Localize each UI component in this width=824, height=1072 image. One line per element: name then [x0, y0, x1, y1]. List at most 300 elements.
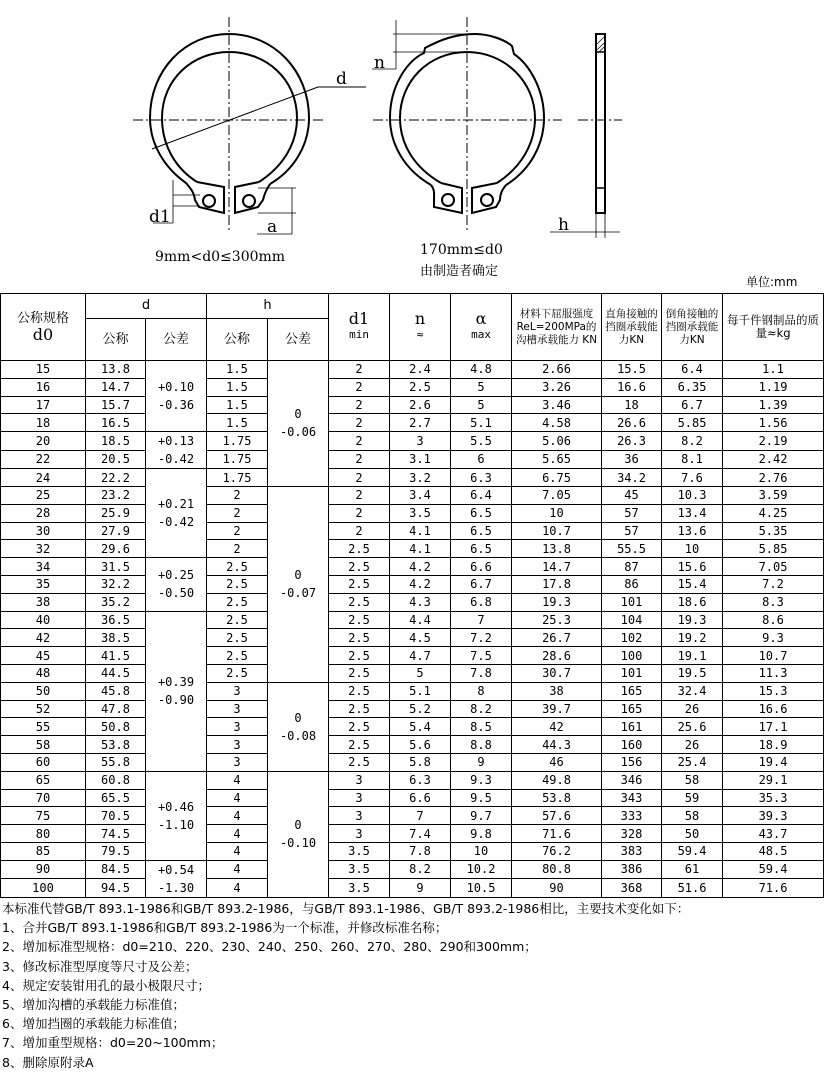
- cell-mass: 4.25: [723, 504, 824, 522]
- cell-groove-load: 57.6: [512, 807, 602, 825]
- cell-chamfer-load: 5.85: [662, 414, 723, 432]
- cell-h-nominal: 3: [207, 682, 268, 700]
- cell-chamfer-load: 59: [662, 789, 723, 807]
- table-row: [1, 504, 824, 522]
- cell-n: 2.5: [390, 378, 451, 396]
- cell-d0: 16: [1, 378, 86, 396]
- cell-d1: 3.5: [329, 842, 390, 860]
- cell-d0: 100: [1, 879, 86, 898]
- cell-a: 6.4: [451, 486, 512, 504]
- cell-d1: 2.5: [329, 718, 390, 736]
- cell-d1: 2.5: [329, 700, 390, 718]
- cell-a: 7: [451, 611, 512, 629]
- header-nominal-size: 公称规格 d0: [1, 294, 86, 361]
- note-2: 2、增加标准型规格：d0=210、220、230、240、250、260、270、280、290和300mm；: [2, 939, 537, 955]
- cell-d1: 2: [329, 522, 390, 540]
- cell-mass: 35.3: [723, 789, 824, 807]
- cell-mass: 2.76: [723, 469, 824, 487]
- cell-mass: 19.4: [723, 753, 824, 771]
- cell-d1: 2: [329, 432, 390, 451]
- cell-d-tolerance: [146, 361, 207, 432]
- d-tol-lower: -1.30: [157, 880, 195, 895]
- cell-h-nominal: 3: [207, 753, 268, 771]
- cell-d0: 15: [1, 361, 86, 379]
- cell-d-nominal: 35.2: [86, 593, 146, 611]
- cell-square-load: 101: [602, 664, 662, 682]
- cell-chamfer-load: 32.4: [662, 682, 723, 700]
- unit-label: 单位:mm: [746, 275, 798, 289]
- cell-d0: 25: [1, 486, 86, 504]
- cell-d-nominal: 84.5: [86, 860, 146, 879]
- cell-chamfer-load: 15.6: [662, 558, 723, 576]
- table-row: [1, 825, 824, 843]
- cell-chamfer-load: 6.4: [662, 361, 723, 379]
- table-row: [1, 414, 824, 432]
- cell-d1: 2: [329, 486, 390, 504]
- header-d: d: [86, 294, 207, 319]
- cell-h-nominal: 4: [207, 860, 268, 879]
- cell-chamfer-load: 59.4: [662, 842, 723, 860]
- cell-h-nominal: 2.5: [207, 629, 268, 647]
- cell-d0: 20: [1, 432, 86, 451]
- cell-a: 8.2: [451, 700, 512, 718]
- cell-h-tolerance: [268, 361, 329, 487]
- cell-d-nominal: 65.5: [86, 789, 146, 807]
- d-tol-lower: -0.50: [157, 586, 195, 601]
- cell-square-load: 55.5: [602, 540, 662, 558]
- cell-n: 4.1: [390, 540, 451, 558]
- cell-square-load: 57: [602, 504, 662, 522]
- h-tol-upper: 0: [294, 407, 302, 422]
- cell-square-load: 165: [602, 682, 662, 700]
- cell-d0: 40: [1, 611, 86, 629]
- cell-d0: 55: [1, 718, 86, 736]
- cell-n: 2.4: [390, 361, 451, 379]
- cell-n: 7.8: [390, 842, 451, 860]
- cell-a: 6: [451, 450, 512, 469]
- cell-n: 6.6: [390, 789, 451, 807]
- note-7: 7、增加重型规格：d0=20~100mm；: [2, 1035, 224, 1051]
- cell-chamfer-load: 25.4: [662, 753, 723, 771]
- cell-d1: 2.5: [329, 647, 390, 665]
- cell-groove-load: 3.26: [512, 378, 602, 396]
- cell-mass: 59.4: [723, 860, 824, 879]
- label-d1: d1: [149, 207, 171, 227]
- cell-a: 7.8: [451, 664, 512, 682]
- cell-d-nominal: 44.5: [86, 664, 146, 682]
- technical-drawing: [0, 0, 824, 290]
- cell-chamfer-load: 8.2: [662, 432, 723, 451]
- cell-h-nominal: 4: [207, 879, 268, 898]
- cell-groove-load: 5.65: [512, 450, 602, 469]
- cell-h-nominal: 4: [207, 771, 268, 789]
- cell-mass: 16.6: [723, 700, 824, 718]
- cell-n: 2.7: [390, 414, 451, 432]
- cell-d0: 28: [1, 504, 86, 522]
- cell-square-load: 165: [602, 700, 662, 718]
- cell-h-nominal: 1.75: [207, 469, 268, 487]
- cell-h-nominal: 2.5: [207, 664, 268, 682]
- table-row: [1, 396, 824, 414]
- cell-d-nominal: 70.5: [86, 807, 146, 825]
- cell-d1: 2.5: [329, 611, 390, 629]
- cell-h-nominal: 4: [207, 807, 268, 825]
- cell-square-load: 102: [602, 629, 662, 647]
- h-tol-upper: 0: [294, 568, 302, 583]
- cell-chamfer-load: 19.5: [662, 664, 723, 682]
- cell-chamfer-load: 10.3: [662, 486, 723, 504]
- cell-d-nominal: 45.8: [86, 682, 146, 700]
- cell-a: 4.8: [451, 361, 512, 379]
- cell-mass: 8.6: [723, 611, 824, 629]
- cell-d-nominal: 14.7: [86, 378, 146, 396]
- cell-h-nominal: 2: [207, 540, 268, 558]
- cell-d-nominal: 13.8: [86, 361, 146, 379]
- cell-groove-load: 3.46: [512, 396, 602, 414]
- cell-square-load: 386: [602, 860, 662, 879]
- cell-h-nominal: 2.5: [207, 558, 268, 576]
- cell-d-tolerance: [146, 860, 207, 897]
- cell-square-load: 161: [602, 718, 662, 736]
- cell-mass: 71.6: [723, 879, 824, 898]
- cell-chamfer-load: 51.6: [662, 879, 723, 898]
- cell-d1: 2.5: [329, 664, 390, 682]
- cell-d-nominal: 20.5: [86, 450, 146, 469]
- table-row: [1, 469, 824, 487]
- h-tol-lower: -0.06: [279, 425, 317, 440]
- cell-square-load: 86: [602, 575, 662, 593]
- table-row: [1, 736, 824, 754]
- cell-d0: 18: [1, 414, 86, 432]
- cell-n: 5.4: [390, 718, 451, 736]
- cell-h-nominal: 2: [207, 486, 268, 504]
- cell-chamfer-load: 8.1: [662, 450, 723, 469]
- cell-d-nominal: 53.8: [86, 736, 146, 754]
- cell-d-tolerance: [146, 611, 207, 771]
- cell-mass: 11.3: [723, 664, 824, 682]
- cell-d-nominal: 22.2: [86, 469, 146, 487]
- h-tol-lower: -0.08: [279, 728, 317, 743]
- cell-square-load: 160: [602, 736, 662, 754]
- cell-a: 9.8: [451, 825, 512, 843]
- cell-chamfer-load: 13.6: [662, 522, 723, 540]
- cell-groove-load: 26.7: [512, 629, 602, 647]
- cell-a: 10.2: [451, 860, 512, 879]
- table-row: [1, 771, 824, 789]
- cell-square-load: 36: [602, 450, 662, 469]
- cell-groove-load: 28.6: [512, 647, 602, 665]
- cell-chamfer-load: 18.6: [662, 593, 723, 611]
- cell-mass: 10.7: [723, 647, 824, 665]
- note-6: 6、增加挡圈的承载能力标准值；: [2, 1016, 185, 1032]
- cell-square-load: 328: [602, 825, 662, 843]
- table-row: [1, 432, 824, 451]
- cell-h-nominal: 1.5: [207, 378, 268, 396]
- cell-d-nominal: 25.9: [86, 504, 146, 522]
- table-row: [1, 879, 824, 898]
- cell-chamfer-load: 6.35: [662, 378, 723, 396]
- cell-n: 3.1: [390, 450, 451, 469]
- cell-groove-load: 6.75: [512, 469, 602, 487]
- cell-a: 5.5: [451, 432, 512, 451]
- cell-a: 5: [451, 378, 512, 396]
- cell-d1: 2: [329, 396, 390, 414]
- d-tol-upper: +0.46: [157, 799, 195, 814]
- cell-h-nominal: 4: [207, 789, 268, 807]
- cell-square-load: 26.3: [602, 432, 662, 451]
- cell-d0: 80: [1, 825, 86, 843]
- cell-h-nominal: 4: [207, 842, 268, 860]
- label-d: d: [336, 69, 347, 89]
- left-ring-view: [133, 17, 366, 234]
- cell-h-tolerance: [268, 771, 329, 897]
- cell-d-nominal: 23.2: [86, 486, 146, 504]
- cell-d-nominal: 47.8: [86, 700, 146, 718]
- note-8: 8、删除原附录A: [2, 1054, 94, 1070]
- cell-d-nominal: 15.7: [86, 396, 146, 414]
- table-row: [1, 647, 824, 665]
- header-h-nominal: 公称: [207, 319, 268, 361]
- cell-n: 4.2: [390, 558, 451, 576]
- h-tol-upper: 0: [294, 818, 302, 833]
- cell-d1: 2.5: [329, 540, 390, 558]
- header-mass: 每千件钢制品的质量≈kg: [723, 294, 824, 361]
- cell-n: 4.5: [390, 629, 451, 647]
- cell-square-load: 26.6: [602, 414, 662, 432]
- cell-d-tolerance: [146, 771, 207, 860]
- table-row: [1, 575, 824, 593]
- cell-mass: 2.42: [723, 450, 824, 469]
- label-h: h: [558, 215, 569, 235]
- cell-a: 5.1: [451, 414, 512, 432]
- cell-square-load: 45: [602, 486, 662, 504]
- cell-d-tolerance: [146, 558, 207, 611]
- cell-h-nominal: 1.5: [207, 396, 268, 414]
- cell-d-nominal: 94.5: [86, 879, 146, 898]
- d-tol-upper: +0.13: [157, 434, 195, 449]
- cell-d-nominal: 38.5: [86, 629, 146, 647]
- cell-d-nominal: 16.5: [86, 414, 146, 432]
- cell-n: 5.1: [390, 682, 451, 700]
- cell-n: 4.3: [390, 593, 451, 611]
- cell-groove-load: 44.3: [512, 736, 602, 754]
- cell-d1: 2.5: [329, 593, 390, 611]
- cell-n: 3.2: [390, 469, 451, 487]
- cell-h-nominal: 1.5: [207, 414, 268, 432]
- cell-chamfer-load: 13.4: [662, 504, 723, 522]
- cell-h-nominal: 2: [207, 504, 268, 522]
- cell-groove-load: 30.7: [512, 664, 602, 682]
- cell-mass: 9.3: [723, 629, 824, 647]
- cell-d1: 2.5: [329, 682, 390, 700]
- cell-a: 6.7: [451, 575, 512, 593]
- note-4: 4、规定安装钳用孔的最小极限尺寸；: [2, 977, 210, 993]
- cell-h-nominal: 2.5: [207, 593, 268, 611]
- table-row: [1, 361, 824, 379]
- header-d1: d1 min: [329, 294, 390, 361]
- cell-chamfer-load: 10: [662, 540, 723, 558]
- table-row: [1, 789, 824, 807]
- cell-d1: 3: [329, 807, 390, 825]
- cell-d0: 38: [1, 593, 86, 611]
- cell-n: 7.4: [390, 825, 451, 843]
- cell-d1: 2: [329, 378, 390, 396]
- cell-n: 4.4: [390, 611, 451, 629]
- notes: [2, 899, 689, 1072]
- cell-groove-load: 38: [512, 682, 602, 700]
- d-tol-upper: +0.54: [157, 862, 195, 877]
- cell-d-nominal: 29.6: [86, 540, 146, 558]
- table-row: [1, 664, 824, 682]
- cell-d0: 60: [1, 753, 86, 771]
- table-row: [1, 860, 824, 879]
- cell-h-nominal: 2: [207, 522, 268, 540]
- table-row: [1, 718, 824, 736]
- cell-a: 9: [451, 753, 512, 771]
- caption-left: 9mm<d0≤300mm: [155, 249, 286, 265]
- cell-h-nominal: 3: [207, 700, 268, 718]
- cell-groove-load: 10.7: [512, 522, 602, 540]
- d-tol-upper: +0.21: [157, 497, 195, 512]
- cell-d0: 65: [1, 771, 86, 789]
- cell-d-nominal: 27.9: [86, 522, 146, 540]
- cell-square-load: 156: [602, 753, 662, 771]
- cell-n: 5.6: [390, 736, 451, 754]
- cell-square-load: 34.2: [602, 469, 662, 487]
- cell-n: 2.6: [390, 396, 451, 414]
- cell-a: 7.2: [451, 629, 512, 647]
- table-row: [1, 842, 824, 860]
- cell-groove-load: 71.6: [512, 825, 602, 843]
- cell-chamfer-load: 7.6: [662, 469, 723, 487]
- cell-square-load: 101: [602, 593, 662, 611]
- table-row: [1, 450, 824, 469]
- cell-square-load: 57: [602, 522, 662, 540]
- cell-a: 10.5: [451, 879, 512, 898]
- cell-d-tolerance: [146, 469, 207, 558]
- h-tol-lower: -0.10: [279, 836, 317, 851]
- cell-groove-load: 53.8: [512, 789, 602, 807]
- cell-square-load: 15.5: [602, 361, 662, 379]
- cell-mass: 1.56: [723, 414, 824, 432]
- cell-d1: 2.5: [329, 753, 390, 771]
- cell-h-tolerance: [268, 682, 329, 771]
- cell-groove-load: 19.3: [512, 593, 602, 611]
- d-tol-lower: -1.10: [157, 817, 195, 832]
- cell-d0: 48: [1, 664, 86, 682]
- cell-h-nominal: 1.75: [207, 450, 268, 469]
- cell-n: 4.2: [390, 575, 451, 593]
- cell-a: 6.5: [451, 540, 512, 558]
- cell-n: 3.5: [390, 504, 451, 522]
- cell-mass: 29.1: [723, 771, 824, 789]
- cell-d0: 70: [1, 789, 86, 807]
- table-row: [1, 629, 824, 647]
- cell-n: 7: [390, 807, 451, 825]
- cell-d0: 58: [1, 736, 86, 754]
- cell-h-tolerance: [268, 486, 329, 682]
- cell-mass: 1.1: [723, 361, 824, 379]
- header-d-tolerance: 公差: [146, 319, 207, 361]
- cell-mass: 2.19: [723, 432, 824, 451]
- cell-d1: 2: [329, 414, 390, 432]
- note-3: 3、修改标准型厚度等尺寸及公差；: [2, 958, 198, 974]
- cell-a: 9.7: [451, 807, 512, 825]
- cell-a: 8.8: [451, 736, 512, 754]
- cell-chamfer-load: 15.4: [662, 575, 723, 593]
- cell-a: 5: [451, 396, 512, 414]
- cell-square-load: 104: [602, 611, 662, 629]
- cell-n: 3.4: [390, 486, 451, 504]
- cell-d0: 52: [1, 700, 86, 718]
- header-h: h: [207, 294, 329, 319]
- cell-d0: 45: [1, 647, 86, 665]
- cell-mass: 5.85: [723, 540, 824, 558]
- side-view: [550, 34, 622, 238]
- cell-d1: 2: [329, 469, 390, 487]
- table-row: [1, 558, 824, 576]
- cell-d-nominal: 79.5: [86, 842, 146, 860]
- cell-mass: 1.19: [723, 378, 824, 396]
- cell-a: 6.6: [451, 558, 512, 576]
- cell-d1: 2: [329, 361, 390, 379]
- cell-groove-load: 42: [512, 718, 602, 736]
- cell-a: 6.3: [451, 469, 512, 487]
- cell-d-nominal: 41.5: [86, 647, 146, 665]
- cell-chamfer-load: 61: [662, 860, 723, 879]
- cell-d1: 3.5: [329, 860, 390, 879]
- cell-d0: 22: [1, 450, 86, 469]
- cell-d-tolerance: [146, 432, 207, 469]
- cell-square-load: 383: [602, 842, 662, 860]
- cell-d-nominal: 60.8: [86, 771, 146, 789]
- table-row: [1, 486, 824, 504]
- cell-h-nominal: 2.5: [207, 647, 268, 665]
- cell-h-nominal: 2.5: [207, 575, 268, 593]
- cell-n: 8.2: [390, 860, 451, 879]
- cell-d0: 35: [1, 575, 86, 593]
- cell-d1: 3.5: [329, 879, 390, 898]
- cell-d-nominal: 32.2: [86, 575, 146, 593]
- note-intro: 本标准代替GB/T 893.1-1986和GB/T 893.2-1986，与GB/T 893.1-1986、GB/T 893.2-1986相比，主要技术变化如下：: [2, 901, 690, 916]
- cell-d1: 2.5: [329, 736, 390, 754]
- cell-square-load: 100: [602, 647, 662, 665]
- cell-d-nominal: 36.5: [86, 611, 146, 629]
- cell-d0: 34: [1, 558, 86, 576]
- cell-mass: 8.3: [723, 593, 824, 611]
- cell-square-load: 346: [602, 771, 662, 789]
- cell-groove-load: 49.8: [512, 771, 602, 789]
- cell-groove-load: 7.05: [512, 486, 602, 504]
- header-n: n ≈: [390, 294, 451, 361]
- cell-square-load: 87: [602, 558, 662, 576]
- cell-mass: 3.59: [723, 486, 824, 504]
- h-tol-upper: 0: [294, 710, 302, 725]
- cell-mass: 18.9: [723, 736, 824, 754]
- cell-mass: 15.3: [723, 682, 824, 700]
- cell-a: 6.5: [451, 522, 512, 540]
- cell-d1: 3: [329, 789, 390, 807]
- cell-groove-load: 90: [512, 879, 602, 898]
- cell-h-nominal: 4: [207, 825, 268, 843]
- cell-d1: 2.5: [329, 629, 390, 647]
- header-groove-load: 材料下屈服强度ReL=200MPa的沟槽承载能力 KN: [512, 294, 602, 361]
- label-n: n: [374, 53, 385, 73]
- cell-mass: 48.5: [723, 842, 824, 860]
- header-h-tolerance: 公差: [268, 319, 329, 361]
- header-chamfer-load: 倒角接触的挡圈承载能力KN: [662, 294, 723, 361]
- table-row: [1, 593, 824, 611]
